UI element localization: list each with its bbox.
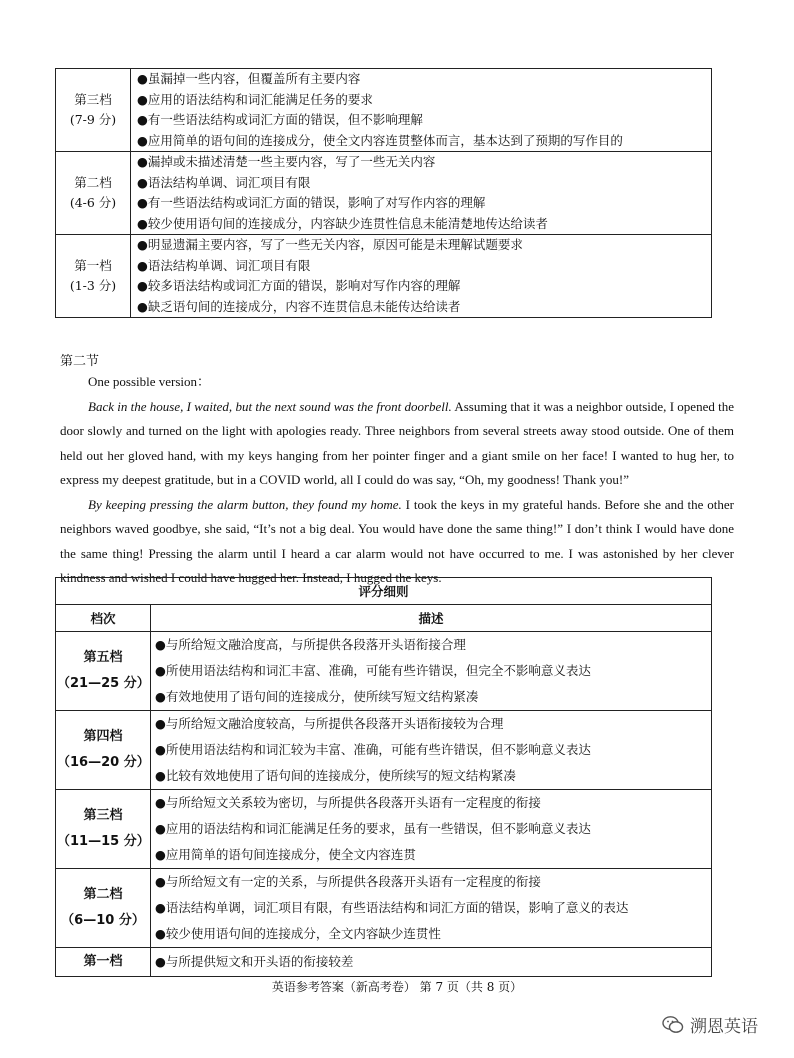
paragraph-2-lead: By keeping pressing the alarm button, they found my home. (88, 496, 402, 512)
rubric-row (56, 69, 712, 152)
rubric-title: 评分细则 (56, 578, 712, 605)
version-label: One possible version： (88, 374, 211, 389)
wechat-icon (662, 1015, 684, 1035)
criterion-item: ●明显遗漏主要内容，写了一些无关内容，原因可能是未理解试题要求 (137, 237, 523, 252)
criterion-item: ●应用的语法结构和词汇能满足任务的要求，虽有一些错误，但不影响意义表达 (155, 821, 591, 836)
level-name: 第一档 (83, 954, 123, 969)
level-name: 第二档 (83, 887, 123, 902)
level-cell (56, 869, 151, 948)
description-cell (151, 948, 712, 977)
paragraph-2-body: I took the keys in my grateful hands. Before she and the other neighbors waved goodbye, she said, “It’s not a big deal. You would have done the same thing!” I don’t think I would have done the same thing! Pressing the alarm until I heard a car alarm would not have occurred to me. I was astonished by her clever kindness and wished I could have hugged her. Instead, I hugged the keys. (60, 496, 734, 585)
criterion-item: ●与所提供短文和开头语的衔接较差 (155, 954, 354, 969)
description-cell (151, 869, 712, 948)
rubric-row (56, 948, 712, 977)
level-cell (56, 69, 131, 152)
paragraph-1-lead: Back in the house, I waited, but the next sound was the front doorbell. (88, 398, 452, 414)
rubric-table-bottom (55, 577, 712, 977)
criterion-item: ●语法结构单调，词汇项目有限，有些语法结构和词汇方面的错误，影响了意义的表达 (155, 900, 629, 915)
sample-essay (60, 370, 734, 591)
description-cell (151, 711, 712, 790)
description-cell (131, 235, 712, 318)
criterion-item: ●比较有效地使用了语句间的连接成分，使所续写的短文结构紧凑 (155, 768, 516, 783)
section-title: 第二节 (60, 354, 100, 369)
description-cell (151, 790, 712, 869)
level-cell (56, 235, 131, 318)
level-cell (56, 632, 151, 711)
criterion-item: ●与所给短文融洽度较高，与所提供各段落开头语衔接较为合理 (155, 716, 504, 731)
level-score: （6—10 分） (61, 913, 145, 928)
criterion-item: ●应用简单的语句间的连接成分，使全文内容连贯整体而言，基本达到了预期的写作目的 (137, 132, 623, 148)
criterion-item: ●与所给短文关系较为密切，与所提供各段落开头语有一定程度的衔接 (155, 795, 541, 810)
criterion-item: ●语法结构单调、词汇项目有限 (137, 257, 311, 273)
level-name: 第四档 (83, 729, 123, 744)
level-score: （11—15 分） (57, 834, 150, 849)
criterion-item: ●较少使用语句间的连接成分，全文内容缺少连贯性 (155, 926, 441, 941)
rubric-row (56, 632, 712, 711)
level-cell (56, 711, 151, 790)
level-cell (56, 152, 131, 235)
paragraph-1-body: Assuming that it was a neighbor outside, I opened the door slowly and turned on the light with apologies ready. Three neighbors from several streets away stood outside. One of them held out her gloved hand, with my keys hanging from her pointer finger and a giant smile on her face! I wanted to hug her, to express my deepest gratitude, but in a COVID world, all I could do was say, “Oh, my goodness! Thank you!” (60, 398, 735, 487)
level-cell (56, 948, 151, 977)
level-score: (4-6 分) (69, 195, 117, 210)
level-name: 第三档 (83, 808, 123, 823)
criterion-item: ●有一些语法结构或词汇方面的错误，但不影响理解 (137, 112, 423, 127)
criterion-item: ●缺乏语句间的连接成分，内容不连贯信息未能传达给读者 (137, 298, 461, 314)
rubric-row (56, 711, 712, 790)
description-cell (131, 69, 712, 152)
watermark-text: 溯恩英语 (690, 1017, 758, 1037)
criterion-item: ●所使用语法结构和词汇较为丰富、准确，可能有些许错误，但不影响意义表达 (155, 742, 591, 757)
rubric-table-top (55, 68, 712, 318)
criterion-item: ●所使用语法结构和词汇丰富、准确，可能有些许错误，但完全不影响意义表达 (155, 663, 591, 678)
level-score: (7-9 分) (69, 112, 117, 127)
essay-paragraph-2 (60, 493, 734, 591)
rubric-row (56, 869, 712, 948)
level-name: 第一档 (74, 258, 112, 273)
criterion-item: ●较多语法结构或词汇方面的错误，影响对写作内容的理解 (137, 278, 461, 293)
criterion-item: ●与所给短文有一定的关系，与所提供各段落开头语有一定程度的衔接 (155, 874, 541, 889)
column-header-level: 档次 (56, 605, 151, 632)
page-footer: 英语参考答案（新高考卷） 第 7 页（共 8 页） (271, 980, 523, 994)
criterion-item: ●有效地使用了语句间的连接成分，使所续写短文结构紧凑 (155, 689, 479, 704)
criterion-item: ●漏掉或未描述清楚一些主要内容，写了一些无关内容 (137, 154, 436, 169)
level-cell (56, 790, 151, 869)
criterion-item: ●应用的语法结构和词汇能满足任务的要求 (137, 91, 373, 107)
level-score: (1-3 分) (69, 278, 117, 293)
level-name: 第三档 (74, 92, 112, 107)
level-score: （21—25 分） (57, 676, 150, 691)
criterion-item: ●虽漏掉一些内容，但覆盖所有主要内容 (137, 71, 361, 86)
description-cell (131, 152, 712, 235)
level-name: 第二档 (74, 175, 112, 190)
rubric-row (56, 235, 712, 318)
criterion-item: ●较少使用语句间的连接成分，内容缺少连贯性信息未能清楚地传达给读者 (137, 215, 548, 231)
level-score: （16—20 分） (57, 755, 150, 770)
criterion-item: ●与所给短文融洽度高，与所提供各段落开头语衔接合理 (155, 637, 466, 652)
column-header-description: 描述 (151, 605, 712, 632)
criterion-item: ●语法结构单调、词汇项目有限 (137, 174, 311, 190)
criterion-item: ●有一些语法结构或词汇方面的错误，影响了对写作内容的理解 (137, 195, 486, 210)
watermark (662, 1012, 758, 1037)
essay-paragraph-1 (60, 395, 734, 493)
rubric-row (56, 152, 712, 235)
description-cell (151, 632, 712, 711)
level-name: 第五档 (83, 650, 123, 665)
criterion-item: ●应用简单的语句间连接成分，使全文内容连贯 (155, 847, 416, 862)
rubric-row (56, 790, 712, 869)
